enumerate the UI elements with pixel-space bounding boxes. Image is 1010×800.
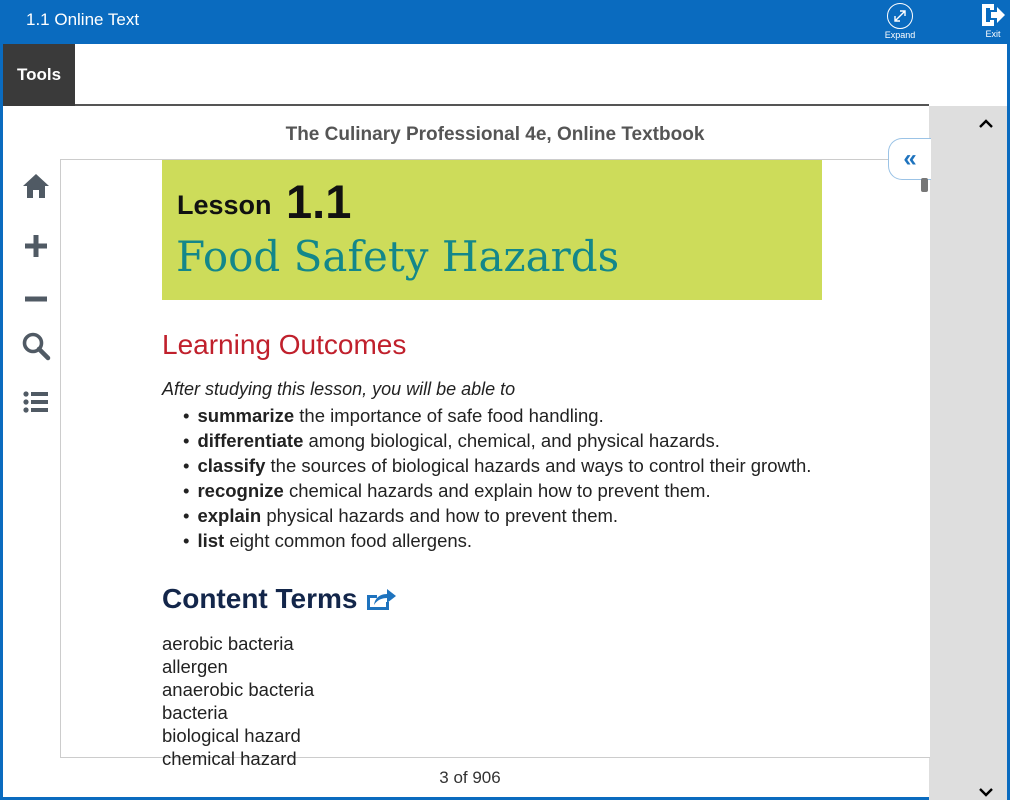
list-item: • classify the sources of biological hazards and ways to control their growth. [183,453,811,478]
expand-icon [887,3,913,29]
list-item: • differentiate among biological, chemical, and physical hazards. [183,428,811,453]
outcomes-list [183,403,811,553]
textbook-page [60,159,930,769]
list-item[interactable]: aerobic bacteria [162,633,294,654]
chevron-down-icon [979,788,993,797]
scroll-up-button[interactable] [975,115,997,131]
lesson-number: 1.1 [286,175,352,228]
zoom-in-icon [23,233,49,259]
exit-button[interactable] [976,0,1010,44]
top-bar [0,0,1010,44]
list-item[interactable]: anaerobic bacteria [162,679,315,700]
zoom-in-button[interactable] [18,228,54,264]
terms-list [162,632,314,770]
double-chevron-left-icon: « [903,145,917,172]
zoom-out-icon [23,286,49,312]
list-item: • list eight common food allergens. [183,528,811,553]
search-button[interactable] [18,328,54,364]
list-item[interactable]: bacteria [162,702,228,723]
list-item: • summarize the importance of safe food handling. [183,403,811,428]
search-icon [21,331,51,361]
expand-button[interactable] [880,0,920,44]
list-item[interactable]: allergen [162,656,228,677]
lesson-title: Food Safety Hazards [176,232,620,281]
tools-tab[interactable]: Tools [3,44,75,106]
table-of-contents-icon [22,389,50,415]
home-icon [21,172,51,200]
lesson-banner [162,160,822,300]
tools-divider [75,104,929,106]
list-item[interactable]: chemical hazard [162,748,297,769]
window-title: 1.1 Online Text [26,10,140,29]
exit-icon [979,2,1007,28]
page-scroll-thumb[interactable] [921,178,928,192]
lesson-word: Lesson [177,190,272,220]
list-item[interactable]: biological hazard [162,725,301,746]
list-item: • explain physical hazards and how to prevent them. [183,503,811,528]
list-item: • recognize chemical hazards and explain how to prevent them. [183,478,811,503]
page-indicator: 3 of 906 [439,768,501,787]
zoom-out-button[interactable] [18,281,54,317]
outcomes-intro: After studying this lesson, you will be able to [162,379,516,399]
table-of-contents-button[interactable] [18,384,54,420]
scroll-down-button[interactable] [975,784,997,800]
learning-outcomes-heading: Learning Outcomes [162,329,407,360]
tools-row [75,44,1007,104]
collapse-panel-button[interactable] [888,138,931,180]
scrollbar-track[interactable] [929,106,1007,800]
chevron-up-icon [979,119,993,128]
content-terms-heading [162,583,398,615]
book-title: The Culinary Professional 4e, Online Textbook [285,124,705,145]
expand-label: Expand [884,30,916,40]
content-terms-title: Content Terms [162,583,358,614]
home-button[interactable] [18,168,54,204]
exit-label: Exit [985,29,1001,39]
external-link-icon[interactable] [364,586,398,612]
